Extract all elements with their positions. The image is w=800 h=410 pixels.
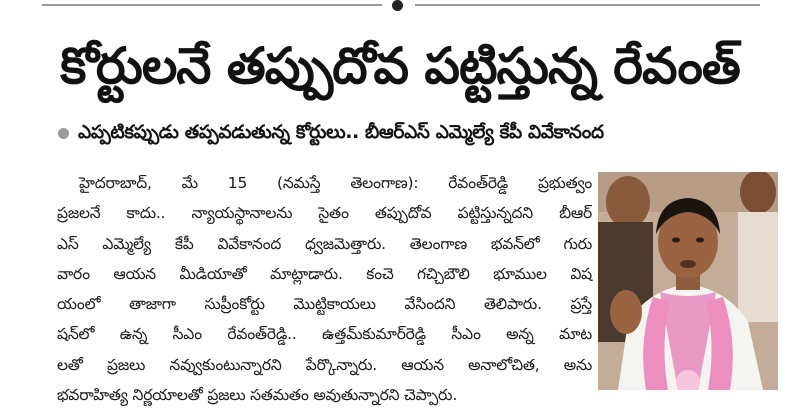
body-line: ఎస్ ఎమ్మెల్యే కేపీ వివేకానంద ధ్వజమెత్తారు. తెలంగాణ భవన్‌లో గురు [57,234,592,253]
body-line: వారం ఆయన మీడియాతో మాట్లాడారు. కంచె గచ్చిబౌలి భూముల విష [57,264,592,283]
top-divider-left [42,4,382,6]
body-line: ప్రజలనే కాదు.. న్యాయస్థానాలను సైతం తప్పుదోవ పట్టిస్తున్నదని బీఆర్ [57,204,592,223]
body-line: భవరాహిత్య నిర్ణయాలతో ప్రజలు సతమతం అవుతున్నారని చెప్పారు. [57,386,458,405]
subheadline: ఎప్పటికప్పుడు తప్పవడుతున్న కోర్టులు.. బీఆర్ఎస్ ఎమ్మెల్యే కేపీ వివేకానంద [78,122,604,143]
body-line: షన్‌లో ఉన్న సీఎం రేవంత్‌రెడ్డి.. ఉత్తమ్‌కుమార్‌రెడ్డి సీఎం అన్న మాట [57,325,592,344]
body-line: లతో ప్రజలు నవ్వుకుంటున్నారని పేర్కొన్నారు. ఆయన అనాలోచిత, అను [57,355,592,374]
speaker-photo-illustration [598,172,778,390]
speaker-photo [598,172,778,390]
headline: కోర్టులనే తప్పుదోవ పట్టిస్తున్న రేవంత్ [60,37,740,95]
top-divider-right [415,4,760,6]
body-line: యంలో తాజాగా సుప్రీంకోర్టు మొట్టికాయలు వేసిందని తెలిపారు. ప్రస్తే [57,295,592,314]
top-divider-dot [392,0,403,11]
body-line: హైదరాబాద్, మే 15 (నమస్తే తెలంగాణ): రేవంత్‌రెడ్డి ప్రభుత్వం [79,174,592,192]
bullet-icon [58,128,69,139]
article-body [57,168,592,410]
